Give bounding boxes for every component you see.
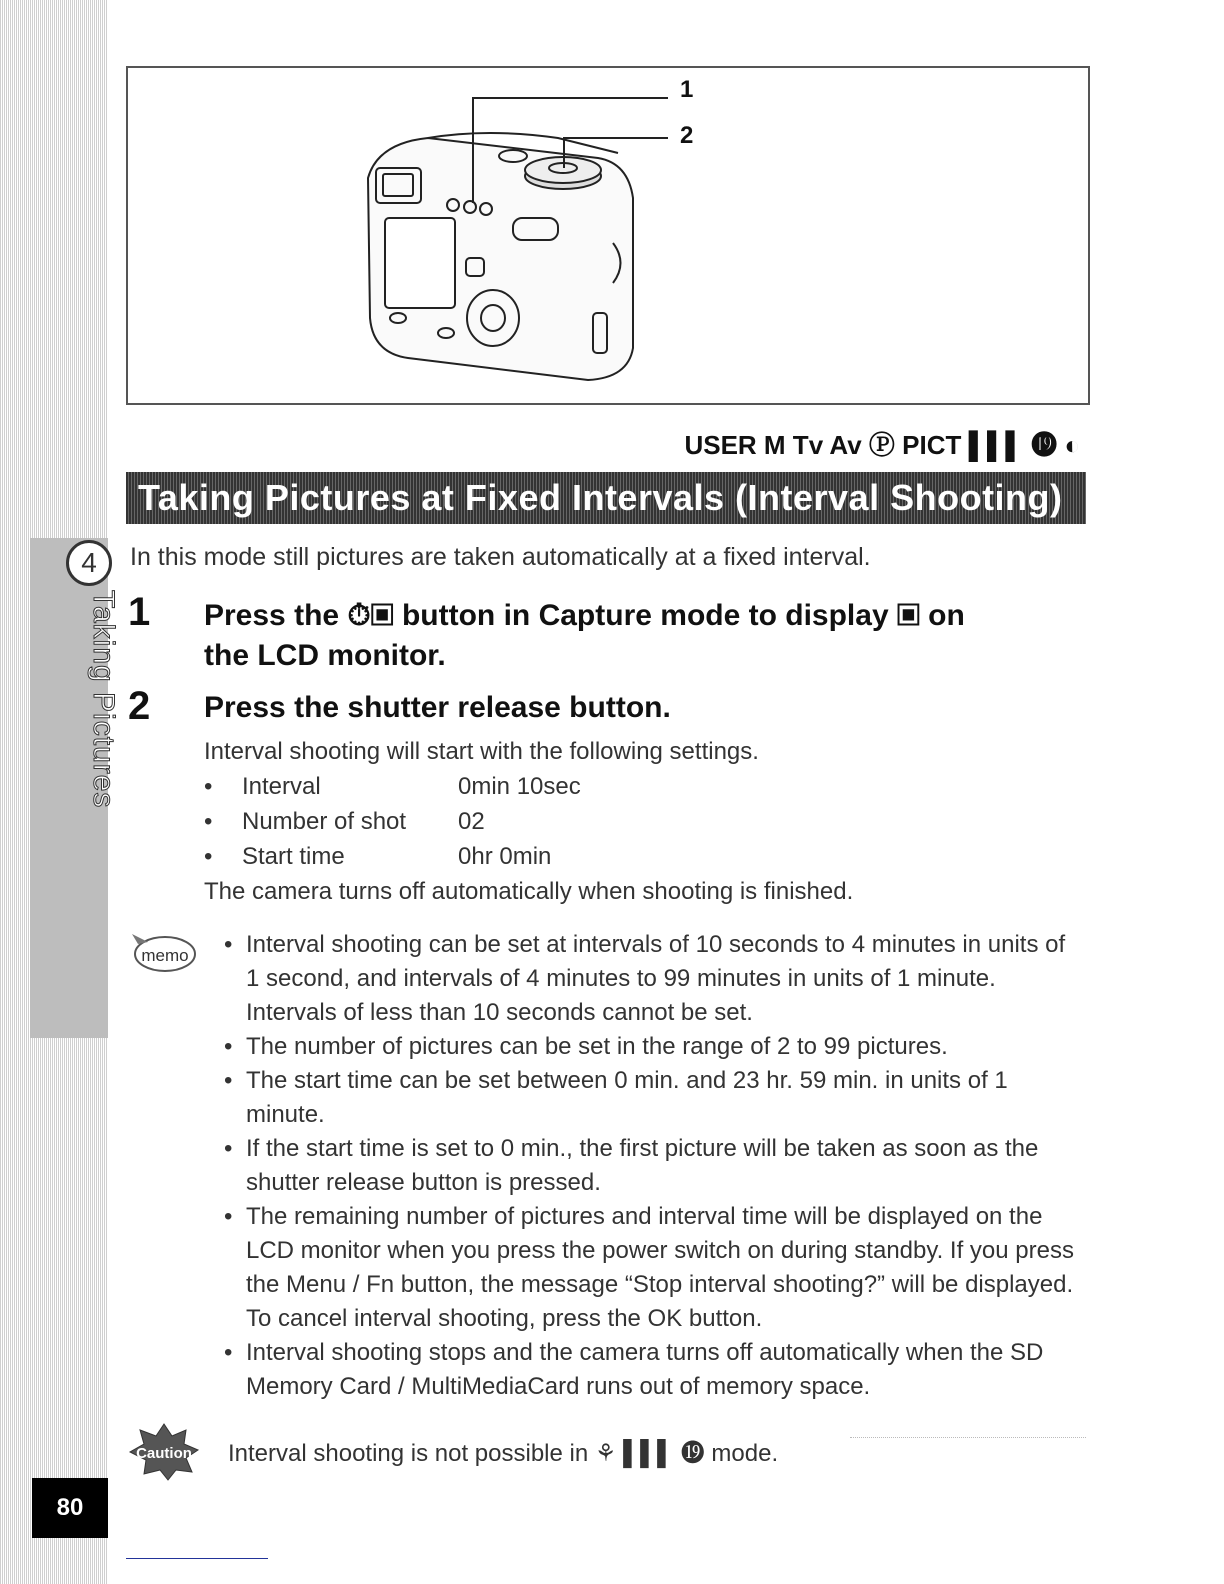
memo-item: • Interval shooting can be set at intervals of 10 seconds to 4 minutes in units of 1 second, and intervals of 4 minutes to 99 minutes in units of 1 minute. Intervals of less than 10 seconds cannot be set.	[224, 931, 1066, 1026]
step-2-number: 2	[128, 684, 151, 728]
memo-item: • The number of pictures can be set in the range of 2 to 99 pictures.	[224, 1033, 948, 1060]
memo-list	[224, 928, 1084, 1404]
camera-illustration	[128, 68, 1088, 403]
page-number: 80	[32, 1478, 108, 1538]
setting-value: 02	[458, 808, 485, 835]
camera-diagram	[126, 66, 1090, 405]
setting-label: Number of shot	[242, 808, 407, 835]
caution-icon	[128, 1422, 200, 1482]
step-1-heading-line1: Press the ⏱▣ button in Capture mode to display ▣ on	[204, 599, 965, 632]
step-1-heading-line2: the LCD monitor.	[204, 639, 446, 672]
memo-icon	[130, 930, 200, 975]
setting-value: 0hr 0min	[458, 843, 552, 870]
setting-row: • Interval 0min 10sec	[204, 773, 581, 800]
chapter-title: Taking Pictures	[87, 590, 120, 809]
caution-divider	[850, 1437, 1086, 1438]
callout-1: 1	[680, 76, 694, 103]
bottom-rule	[126, 1558, 268, 1559]
setting-label: Interval	[242, 773, 321, 800]
section-title: Taking Pictures at Fixed Intervals (Interval Shooting)	[138, 477, 1063, 518]
settings-outro: The camera turns off automatically when shooting is finished.	[204, 878, 854, 905]
available-modes: USER M Tv Av Ⓟ PICT ▌▌▌ ⓳ ◐	[684, 430, 1080, 460]
memo-item: • If the start time is set to 0 min., the first picture will be taken as soon as the shutter release button is pressed.	[224, 1135, 1039, 1196]
callout-2: 2	[680, 122, 694, 149]
setting-row: • Start time 0hr 0min	[204, 843, 552, 870]
section-banner	[126, 472, 1086, 524]
memo-label: memo	[141, 946, 189, 965]
memo-item: • The remaining number of pictures and interval time will be displayed on the LCD monitor when you press the power switch on during standby. If you press the Menu / Fn button, the message “Stop interval shooting?” will be displayed. To cancel interval shooting, press the OK button.	[224, 1203, 1074, 1332]
caution-text: Interval shooting is not possible in ⚘ ▌▌▌ ⓳ mode.	[228, 1440, 779, 1467]
caution-label: Caution	[136, 1445, 192, 1462]
step-1-number: 1	[128, 590, 151, 634]
settings-intro: Interval shooting will start with the following settings.	[204, 738, 759, 765]
setting-label: Start time	[242, 843, 345, 870]
memo-item: • Interval shooting stops and the camera turns off automatically when the SD Memory Card / MultiMediaCard runs out of memory space.	[224, 1339, 1044, 1400]
memo-item: • The start time can be set between 0 min. and 23 hr. 59 min. in units of 1 minute.	[224, 1067, 1008, 1128]
intro-text: In this mode still pictures are taken automatically at a fixed interval.	[130, 543, 871, 571]
chapter-number: 4	[66, 540, 112, 586]
setting-row: • Number of shot 02	[204, 808, 485, 835]
step-2-heading: Press the shutter release button.	[204, 691, 671, 724]
setting-value: 0min 10sec	[458, 773, 581, 800]
